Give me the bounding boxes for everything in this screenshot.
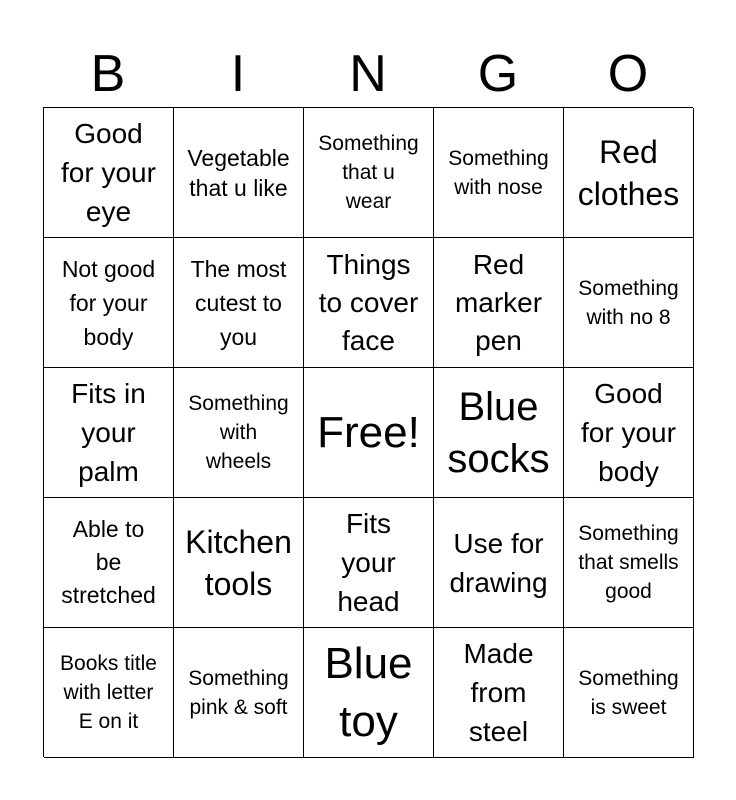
bingo-cell-r1-c4[interactable] xyxy=(434,108,564,238)
bingo-cell-r3-c3[interactable] xyxy=(304,368,434,498)
cell-text: Something that smells good xyxy=(578,522,679,603)
bingo-cell-r4-c1[interactable] xyxy=(44,498,174,628)
bingo-cell-r3-c2[interactable] xyxy=(174,368,304,498)
bingo-cell-r1-c2[interactable] xyxy=(174,108,304,238)
cell-text: Red clothes xyxy=(577,133,680,212)
header-letter-n: N xyxy=(349,45,387,103)
bingo-cell-r4-c2[interactable] xyxy=(174,498,304,628)
bingo-cell-r1-c1[interactable] xyxy=(44,108,174,238)
header-letter-o: O xyxy=(607,45,649,103)
header-letter-i: I xyxy=(230,45,246,103)
cell-text: The most cutest to you xyxy=(190,255,287,350)
cell-text: Something with no 8 xyxy=(578,276,679,329)
cell-text: Something is sweet xyxy=(578,666,679,719)
cell-text: Vegetable that u like xyxy=(187,144,290,201)
bingo-cell-r4-c4[interactable] xyxy=(434,498,564,628)
free-space-label: Free! xyxy=(317,407,420,457)
cell-text: Things to cover face xyxy=(318,248,419,356)
bingo-cell-r2-c4[interactable] xyxy=(434,238,564,368)
bingo-cell-r4-c5[interactable] xyxy=(564,498,694,628)
cell-text: Fits in your palm xyxy=(71,378,146,487)
header-letter-b: B xyxy=(90,45,126,103)
cell-text: Fits your head xyxy=(337,508,400,617)
bingo-cell-r4-c3[interactable] xyxy=(304,498,434,628)
cell-text: Blue socks xyxy=(447,384,550,481)
bingo-cell-r1-c5[interactable] xyxy=(564,108,694,238)
bingo-cell-r5-c1[interactable] xyxy=(44,628,174,758)
bingo-cell-r2-c2[interactable] xyxy=(174,238,304,368)
bingo-cell-r3-c1[interactable] xyxy=(44,368,174,498)
cell-text: Something with nose xyxy=(448,146,549,199)
bingo-cell-r5-c2[interactable] xyxy=(174,628,304,758)
cell-text: Good for your eye xyxy=(61,118,156,227)
cell-text: Something with wheels xyxy=(188,392,289,473)
cell-text: Kitchen tools xyxy=(185,523,292,602)
bingo-cell-r3-c4[interactable] xyxy=(434,368,564,498)
bingo-cell-r2-c3[interactable] xyxy=(304,238,434,368)
bingo-cell-r2-c1[interactable] xyxy=(44,238,174,368)
cell-text: Not good for your body xyxy=(61,255,156,350)
cell-text: Something that u wear xyxy=(318,132,419,213)
bingo-cell-r3-c5[interactable] xyxy=(564,368,694,498)
cell-text: Good for your body xyxy=(581,378,676,487)
cell-text: Books title with letter E on it xyxy=(60,652,157,733)
cell-text: Blue toy xyxy=(324,638,413,746)
bingo-cell-r5-c5[interactable] xyxy=(564,628,694,758)
cell-text: Made from steel xyxy=(463,638,534,747)
cell-text: Something pink & soft xyxy=(188,666,289,719)
cell-text: Able to be stretched xyxy=(61,516,156,608)
header-letter-g: G xyxy=(477,45,519,103)
cell-text: Red marker pen xyxy=(454,248,543,356)
bingo-header xyxy=(43,40,693,108)
bingo-board xyxy=(43,107,693,757)
bingo-cell-r5-c4[interactable] xyxy=(434,628,564,758)
bingo-cell-r1-c3[interactable] xyxy=(304,108,434,238)
cell-text: Use for drawing xyxy=(449,527,548,598)
bingo-cell-r5-c3[interactable] xyxy=(304,628,434,758)
bingo-cell-r2-c5[interactable] xyxy=(564,238,694,368)
